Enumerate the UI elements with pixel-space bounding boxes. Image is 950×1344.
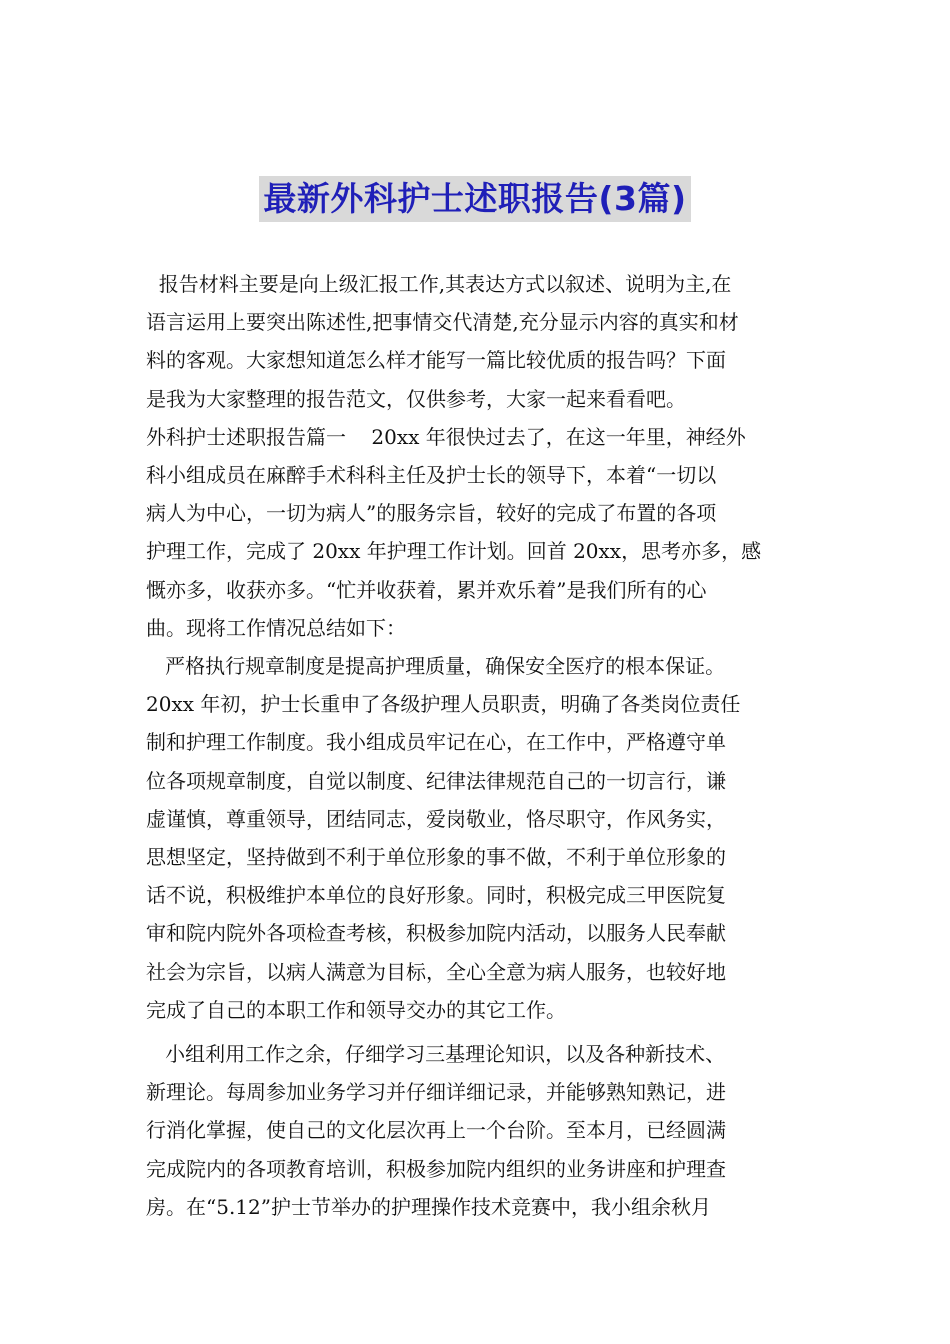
body-line: 慨亦多，收获亦多。“忙并收获着，累并欢乐着”是我们所有的心 — [146, 577, 707, 602]
document-title: 最新外科护士述职报告(3篇) — [259, 176, 690, 222]
body-line: 曲。现将工作情况总结如下： — [146, 615, 406, 640]
body-line: 完成了自己的本职工作和领导交办的其它工作。 — [146, 997, 566, 1022]
body-line: 严格执行规章制度是提高护理质量，确保安全医疗的根本保证。 — [146, 654, 726, 679]
body-line: 报告材料主要是向上级汇报工作,其表达方式以叙述、说明为主,在 — [146, 272, 732, 296]
body-line: 话不说，积极维护本单位的良好形象。同时，积极完成三甲医院复 — [146, 883, 726, 908]
body-line: 虚谨慎，尊重领导，团结同志，爱岗敬业，恪尽职守，作风务实， — [146, 806, 726, 831]
body-line: 思想坚定，坚持做到不利于单位形象的事不做，不利于单位形象的 — [146, 845, 726, 870]
body-line: 是我为大家整理的报告范文，仅供参考，大家一起来看看吧。 — [146, 386, 686, 411]
body-line: 护理工作，完成了 20xx 年护理工作计划。回首 20xx，思考亦多，感 — [146, 539, 762, 564]
body-line: 20xx 年初，护士长重申了各级护理人员职责，明确了各类岗位责任 — [146, 692, 741, 717]
body-line: 语言运用上要突出陈述性,把事情交代清楚,充分显示内容的真实和材 — [146, 310, 739, 335]
title-wrap — [0, 176, 950, 222]
body-line: 小组利用工作之余，仔细学习三基理论知识，以及各种新技术、 — [146, 1042, 726, 1067]
body-line: 社会为宗旨，以病人满意为目标，全心全意为病人服务，也较好地 — [146, 959, 726, 984]
body-line: 制和护理工作制度。我小组成员牢记在心，在工作中，严格遵守单 — [146, 730, 726, 755]
body-line: 行消化掌握，使自己的文化层次再上一个台阶。至本月，已经圆满 — [146, 1118, 726, 1143]
body-line: 房。在“5.12”护士节举办的护理操作技术竞赛中，我小组余秋月 — [146, 1194, 711, 1219]
body-line: 位各项规章制度，自觉以制度、纪律法律规范自己的一切言行，谦 — [146, 768, 726, 793]
body-line: 外科护士述职报告篇一 20xx 年很快过去了，在这一年里，神经外 — [146, 424, 746, 449]
body-line: 科小组成员在麻醉手术科科主任及护士长的领导下，本着“一切以 — [146, 463, 717, 488]
document-body — [146, 265, 814, 1226]
body-line: 病人为中心，一切为病人”的服务宗旨，较好的完成了布置的各项 — [146, 501, 717, 526]
body-line: 新理论。每周参加业务学习并仔细详细记录，并能够熟知熟记，进 — [146, 1080, 726, 1105]
body-line: 完成院内的各项教育培训，积极参加院内组织的业务讲座和护理查 — [146, 1156, 726, 1181]
body-line: 料的客观。大家想知道怎么样才能写一篇比较优质的报告吗？下面 — [146, 348, 726, 373]
body-line: 审和院内院外各项检查考核，积极参加院内活动，以服务人民奉献 — [146, 921, 726, 946]
